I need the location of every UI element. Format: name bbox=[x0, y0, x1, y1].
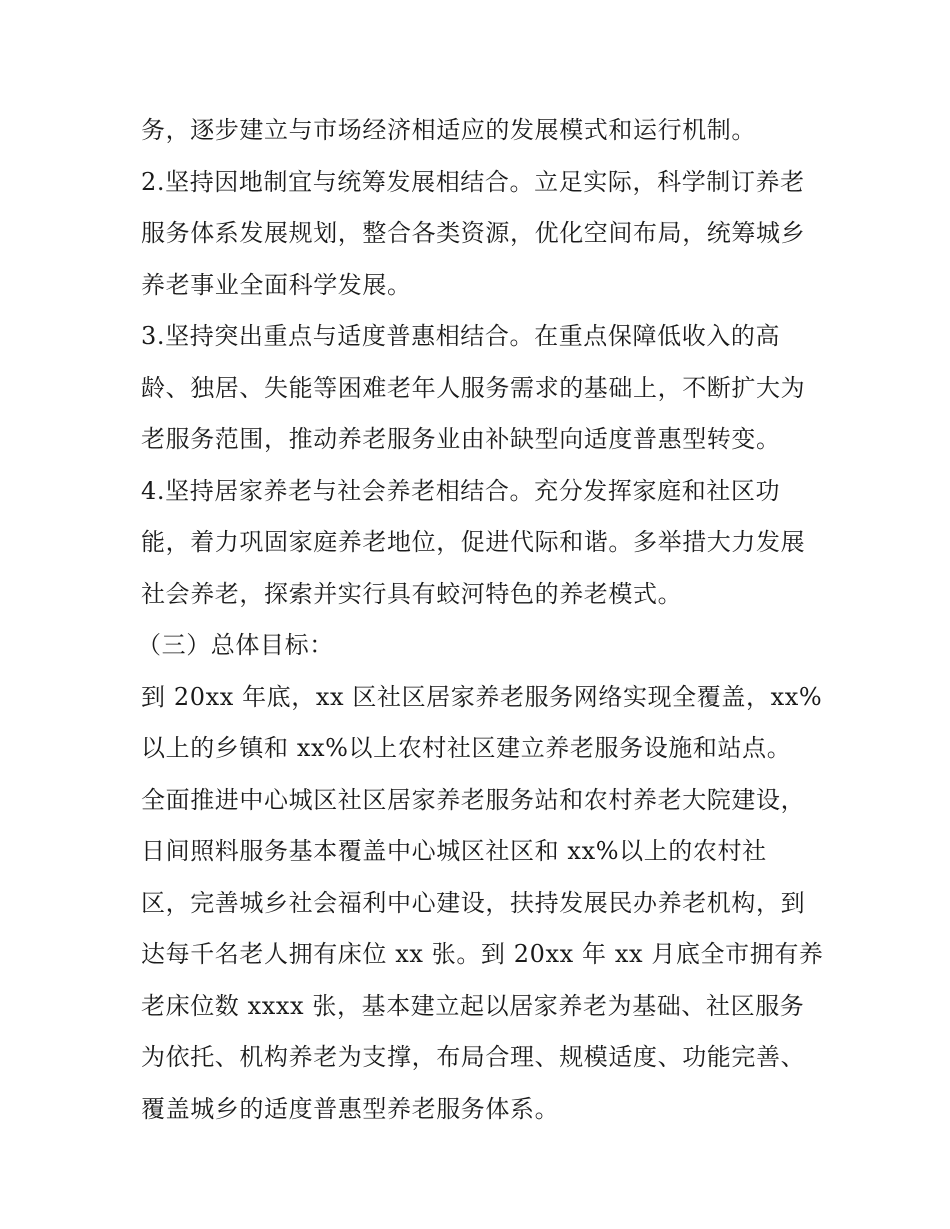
body-line: 全面推进中心城区社区居家养老服务站和农村养老大院建设， bbox=[141, 785, 806, 814]
body-line: 务，逐步建立与市场经济相适应的发展模式和运行机制。 bbox=[141, 116, 756, 144]
body-line: 为依托、机构养老为支撑，布局合理、规模适度、功能完善、 bbox=[141, 1043, 806, 1071]
body-line: 龄、独居、失能等困难老年人服务需求的基础上，不断扩大为 bbox=[141, 373, 806, 402]
body-line: 到 20xx 年底，xx 区社区居家养老服务网络实现全覆盖，xx% bbox=[141, 682, 823, 711]
body-line: 老服务范围，推动养老服务业由补缺型向适度普惠型转变。 bbox=[141, 425, 781, 453]
body-line: 区，完善城乡社会福利中心建设，扶持发展民办养老机构，到 bbox=[141, 888, 806, 917]
section-heading: （三）总体目标： bbox=[137, 631, 334, 659]
body-line: 服务体系发展规划，整合各类资源，优化空间布局，统筹城乡 bbox=[141, 219, 806, 247]
list-item-2: 2.坚持因地制宜与统筹发展相结合。立足实际，科学制订养老 bbox=[141, 167, 805, 196]
list-item-4: 4.坚持居家养老与社会养老相结合。充分发挥家庭和社区功 bbox=[141, 476, 781, 505]
body-line: 老床位数 xxxx 张，基本建立起以居家养老为基础、社区服务 bbox=[141, 991, 805, 1020]
body-line: 以上的乡镇和 xx%以上农村社区建立养老服务设施和站点。 bbox=[141, 734, 792, 762]
body-line: 覆盖城乡的适度普惠型养老服务体系。 bbox=[141, 1094, 560, 1123]
document-body bbox=[137, 105, 831, 1135]
body-line: 能，着力巩固家庭养老地位，促进代际和谐。多举措大力发展 bbox=[141, 528, 806, 556]
body-line: 达每千名老人拥有床位 xx 张。到 20xx 年 xx 月底全市拥有养 bbox=[141, 940, 824, 968]
body-line: 养老事业全面科学发展。 bbox=[141, 270, 412, 299]
body-line: 日间照料服务基本覆盖中心城区社区和 xx%以上的农村社 bbox=[141, 837, 767, 865]
body-line: 社会养老，探索并实行具有蛟河特色的养老模式。 bbox=[141, 579, 683, 608]
list-item-3: 3.坚持突出重点与适度普惠相结合。在重点保障低收入的高 bbox=[141, 322, 781, 350]
